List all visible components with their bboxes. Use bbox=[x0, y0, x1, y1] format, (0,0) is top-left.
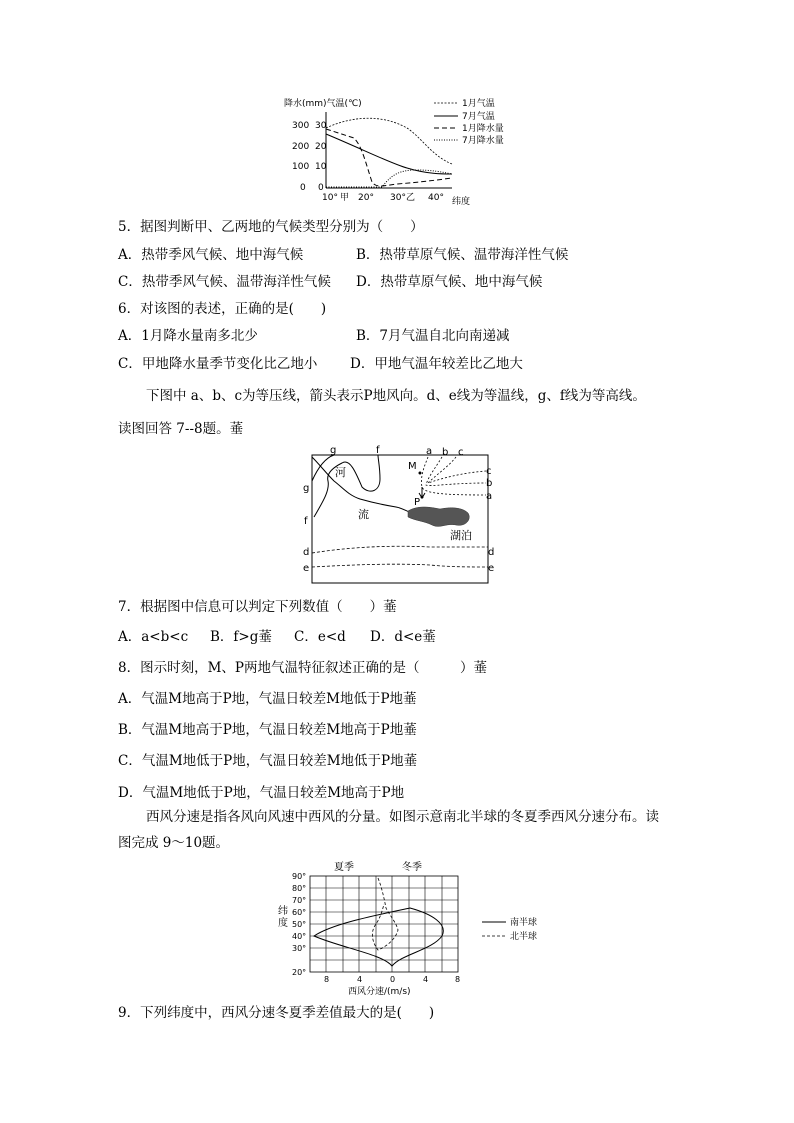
q8-stem: 8．图示时刻，M、P两地气温特征叙述正确的是（ ）菙 bbox=[118, 660, 487, 676]
q6-option-d[interactable]: D．甲地气温年较差比乙地大 bbox=[350, 356, 523, 372]
river-label-2: 流 bbox=[358, 508, 369, 521]
legend-item: 1月降水量 bbox=[462, 124, 504, 134]
jan-temp-line bbox=[326, 118, 452, 164]
label-b-top: b bbox=[442, 447, 449, 458]
left-tick: 300 bbox=[292, 121, 310, 131]
q7-option-b[interactable]: B．f>g菙 bbox=[210, 629, 272, 645]
x-tick: 40° bbox=[428, 193, 444, 203]
q6-option-a[interactable]: A．1月降水量南多北少 bbox=[118, 328, 258, 344]
x-tick: 0 bbox=[390, 975, 396, 984]
lake-label: 湖泊 bbox=[450, 529, 472, 542]
legend-northern: 北半球 bbox=[510, 932, 538, 942]
right-tick: 30 bbox=[315, 121, 327, 131]
jul-temp-line bbox=[326, 134, 452, 174]
legend-item: 7月气温 bbox=[462, 112, 495, 122]
jan-rain-line bbox=[326, 129, 452, 186]
q7-option-c[interactable]: C．e<d bbox=[294, 629, 346, 645]
westerly-chart bbox=[272, 858, 552, 998]
y-label-1: 纬 bbox=[278, 906, 288, 917]
y-tick: 50° bbox=[292, 920, 307, 929]
q5-option-a[interactable]: A．热带季风气候、地中海气候 bbox=[118, 247, 304, 263]
y-tick: 80° bbox=[292, 884, 307, 893]
q7-option-d[interactable]: D．d<e菙 bbox=[370, 629, 436, 645]
legend-item: 7月降水量 bbox=[462, 136, 504, 146]
intro-paragraph-3: 西风分速是指各风向风速中西风的分量。如图示意南北半球的冬夏季西风分速分布。读 bbox=[146, 809, 659, 825]
q8-option-b[interactable]: B．气温M地高于P地，气温日较差M地高于P地菙 bbox=[118, 722, 417, 738]
q8-option-c[interactable]: C．气温M地低于P地，气温日较差M地低于P地菙 bbox=[118, 753, 418, 769]
x-tick: 4 bbox=[357, 975, 363, 984]
x-tick: 30° bbox=[390, 193, 406, 203]
q9-stem: 9．下列纬度中，西风分速冬夏季差值最大的是( ) bbox=[118, 1005, 435, 1021]
q5-option-c[interactable]: C．热带季风气候、温带海洋性气候 bbox=[118, 274, 331, 290]
label-d-right: d bbox=[488, 547, 495, 558]
left-tick: 0 bbox=[300, 183, 306, 193]
summer-label: 夏季 bbox=[334, 862, 354, 873]
right-tick: 10 bbox=[315, 162, 327, 172]
isobar-map bbox=[300, 443, 500, 587]
label-g-left: g bbox=[303, 483, 310, 494]
q6-stem: 6．对该图的表述，正确的是( ) bbox=[118, 301, 327, 317]
label-f-top: f bbox=[376, 445, 380, 456]
winter-label: 冬季 bbox=[402, 862, 422, 873]
q5-option-d[interactable]: D．热带草原气候、地中海气候 bbox=[356, 274, 543, 290]
x-tick: 8 bbox=[455, 975, 461, 984]
x-tick: 乙 bbox=[406, 193, 416, 203]
label-c-right: c bbox=[486, 466, 492, 477]
grid bbox=[310, 876, 458, 972]
y-tick: 40° bbox=[292, 932, 307, 941]
river-label-1: 河 bbox=[335, 466, 346, 479]
label-g-top: g bbox=[330, 445, 337, 456]
right-tick: 0 bbox=[318, 183, 324, 193]
q6-option-c[interactable]: C．甲地降水量季节变化比乙地小 bbox=[118, 356, 318, 372]
x-tick: 甲 bbox=[340, 193, 350, 203]
y-tick: 70° bbox=[292, 896, 307, 905]
left-tick: 200 bbox=[292, 142, 310, 152]
y-tick: 20° bbox=[292, 968, 307, 977]
y-tick: 30° bbox=[292, 944, 307, 953]
intro-paragraph: 下图中 a、b、c为等压线，箭头表示P地风向。d、e线为等温线，g、f线为等高线。 bbox=[146, 388, 646, 404]
q7-option-a[interactable]: A．a<b<c bbox=[118, 629, 189, 645]
x-tick: 10° bbox=[322, 193, 338, 203]
label-d-left: d bbox=[303, 547, 310, 558]
legend-southern: 南半球 bbox=[510, 918, 538, 928]
southern-hemisphere-curve bbox=[314, 908, 443, 966]
q8-option-a[interactable]: A．气温M地高于P地，气温日较差M地低于P地菙 bbox=[118, 691, 417, 707]
q7-stem: 7．根据图中信息可以判定下列数值（ ）菙 bbox=[118, 599, 397, 615]
label-p: P bbox=[414, 497, 421, 508]
label-a-top: a bbox=[426, 446, 433, 457]
intro-paragraph-2: 读图回答 7--8题。菙 bbox=[118, 421, 244, 437]
right-tick: 20 bbox=[315, 142, 327, 152]
left-tick: 100 bbox=[292, 162, 310, 172]
y-tick: 90° bbox=[292, 872, 307, 881]
q5-stem: 5．据图判断甲、乙两地的气候类型分别为（ ） bbox=[118, 219, 424, 235]
q5-option-b[interactable]: B．热带草原气候、温带海洋性气候 bbox=[356, 247, 569, 263]
label-c-top: c bbox=[458, 447, 464, 458]
y-label-2: 度 bbox=[278, 918, 288, 929]
label-e-right: e bbox=[488, 563, 495, 574]
x-label: 纬度 bbox=[452, 197, 471, 206]
label-a-right: a bbox=[486, 491, 493, 502]
chart-ylabel: 降水(mm)气温(℃) bbox=[284, 99, 362, 109]
legend-item: 1月气温 bbox=[462, 99, 495, 109]
x-tick: 8 bbox=[324, 975, 330, 984]
x-tick: 20° bbox=[358, 193, 374, 203]
point-m bbox=[419, 472, 422, 475]
q6-option-b[interactable]: B．7月气温自北向南递减 bbox=[356, 328, 510, 344]
intro-paragraph-3b: 图完成 9～10题。 bbox=[118, 835, 230, 851]
label-b-right: b bbox=[486, 478, 493, 489]
q8-option-d[interactable]: D．气温M地低于P地，气温日较差M地高于P地 bbox=[118, 785, 405, 801]
label-f-left: f bbox=[304, 516, 308, 527]
label-m: M bbox=[408, 461, 417, 472]
x-label: 西风分速/(m/s) bbox=[348, 987, 411, 997]
x-tick: 4 bbox=[423, 975, 429, 984]
climate-chart bbox=[282, 94, 522, 206]
label-e-left: e bbox=[303, 563, 310, 574]
y-tick: 60° bbox=[292, 908, 307, 917]
jul-rain-line bbox=[326, 170, 452, 187]
